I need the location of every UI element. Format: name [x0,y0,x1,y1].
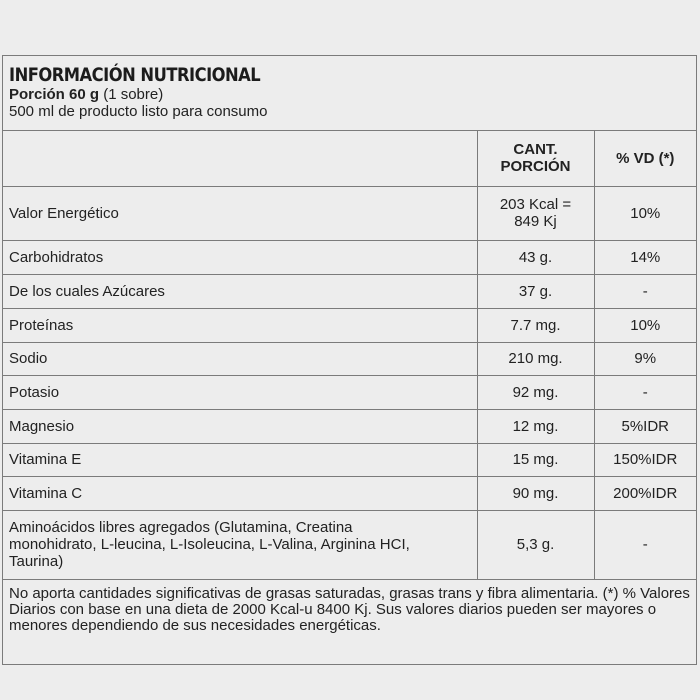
header-amount-cell: CANT. PORCIÓN [477,131,594,186]
table-row [3,476,696,510]
portion-line [9,86,690,103]
nutrient-name: Valor Energético [3,186,477,240]
header-vd-cell: % VD (*) [594,131,696,186]
nutrient-amount: 5,3 g. [477,510,594,579]
nutrient-name: Potasio [3,375,477,409]
table-row [3,375,696,409]
nutrient-name: Vitamina E [3,443,477,476]
table-row [3,342,696,375]
table-row [3,308,696,342]
nutrient-name: Proteínas [3,308,477,342]
nutrient-vd: 10% [594,308,696,342]
nutrition-table [3,131,696,580]
portion-size: Porción 60 g [9,86,100,103]
preparation-note: 500 ml de producto listo para consumo [9,103,268,120]
nutrient-amount: 37 g. [477,274,594,308]
table-row [3,510,696,579]
nutrient-amount: 90 mg. [477,476,594,510]
nutrient-amount: 43 g. [477,240,594,274]
header-nutrient-cell [3,131,477,186]
portion-unit: (1 sobre) [99,86,164,103]
nutrition-title: INFORMACIÓN NUTRICIONAL [9,64,261,86]
nutrient-vd: 5%IDR [594,409,696,443]
nutrient-name: Sodio [3,342,477,375]
footnote: No aporta cantidades significativas de grasas saturadas, grasas trans y fibra alimentaria. (*) % Valores Diarios con base en una dieta de 2000 Kcal-u 8400 Kj. Sus valores diarios pueden ser mayores o menores dependiendo de sus necesidades energéticas. [9,584,690,634]
nutrition-facts-panel [2,55,697,665]
nutrient-amount: 210 mg. [477,342,594,375]
nutrient-vd: - [594,510,696,579]
nutrient-amount: 92 mg. [477,375,594,409]
table-row [3,240,696,274]
nutrient-vd: - [594,274,696,308]
nutrient-amount: 7.7 mg. [477,308,594,342]
nutrient-name: Magnesio [3,409,477,443]
nutrient-name: Vitamina C [3,476,477,510]
nutrient-vd: 10% [594,186,696,240]
nutrient-vd: 14% [594,240,696,274]
nutrient-vd: 200%IDR [594,476,696,510]
nutrient-amount: 15 mg. [477,443,594,476]
table-row [3,186,696,240]
nutrient-name: Carbohidratos [3,240,477,274]
nutrient-vd: 150%IDR [594,443,696,476]
nutrition-header [3,56,696,131]
nutrient-amount: 12 mg. [477,409,594,443]
nutrient-vd: - [594,375,696,409]
table-row [3,443,696,476]
nutrient-vd: 9% [594,342,696,375]
table-header-row [3,131,696,186]
nutrient-name: Aminoácidos libres agregados (Glutamina, Creatina monohidrato, L-leucina, L-Isoleucina, L-Valina, Arginina HCI, Taurina) [3,510,477,579]
table-row [3,409,696,443]
table-row [3,274,696,308]
nutrient-amount: 203 Kcal = 849 Kj [477,186,594,240]
nutrient-name: De los cuales Azúcares [3,274,477,308]
